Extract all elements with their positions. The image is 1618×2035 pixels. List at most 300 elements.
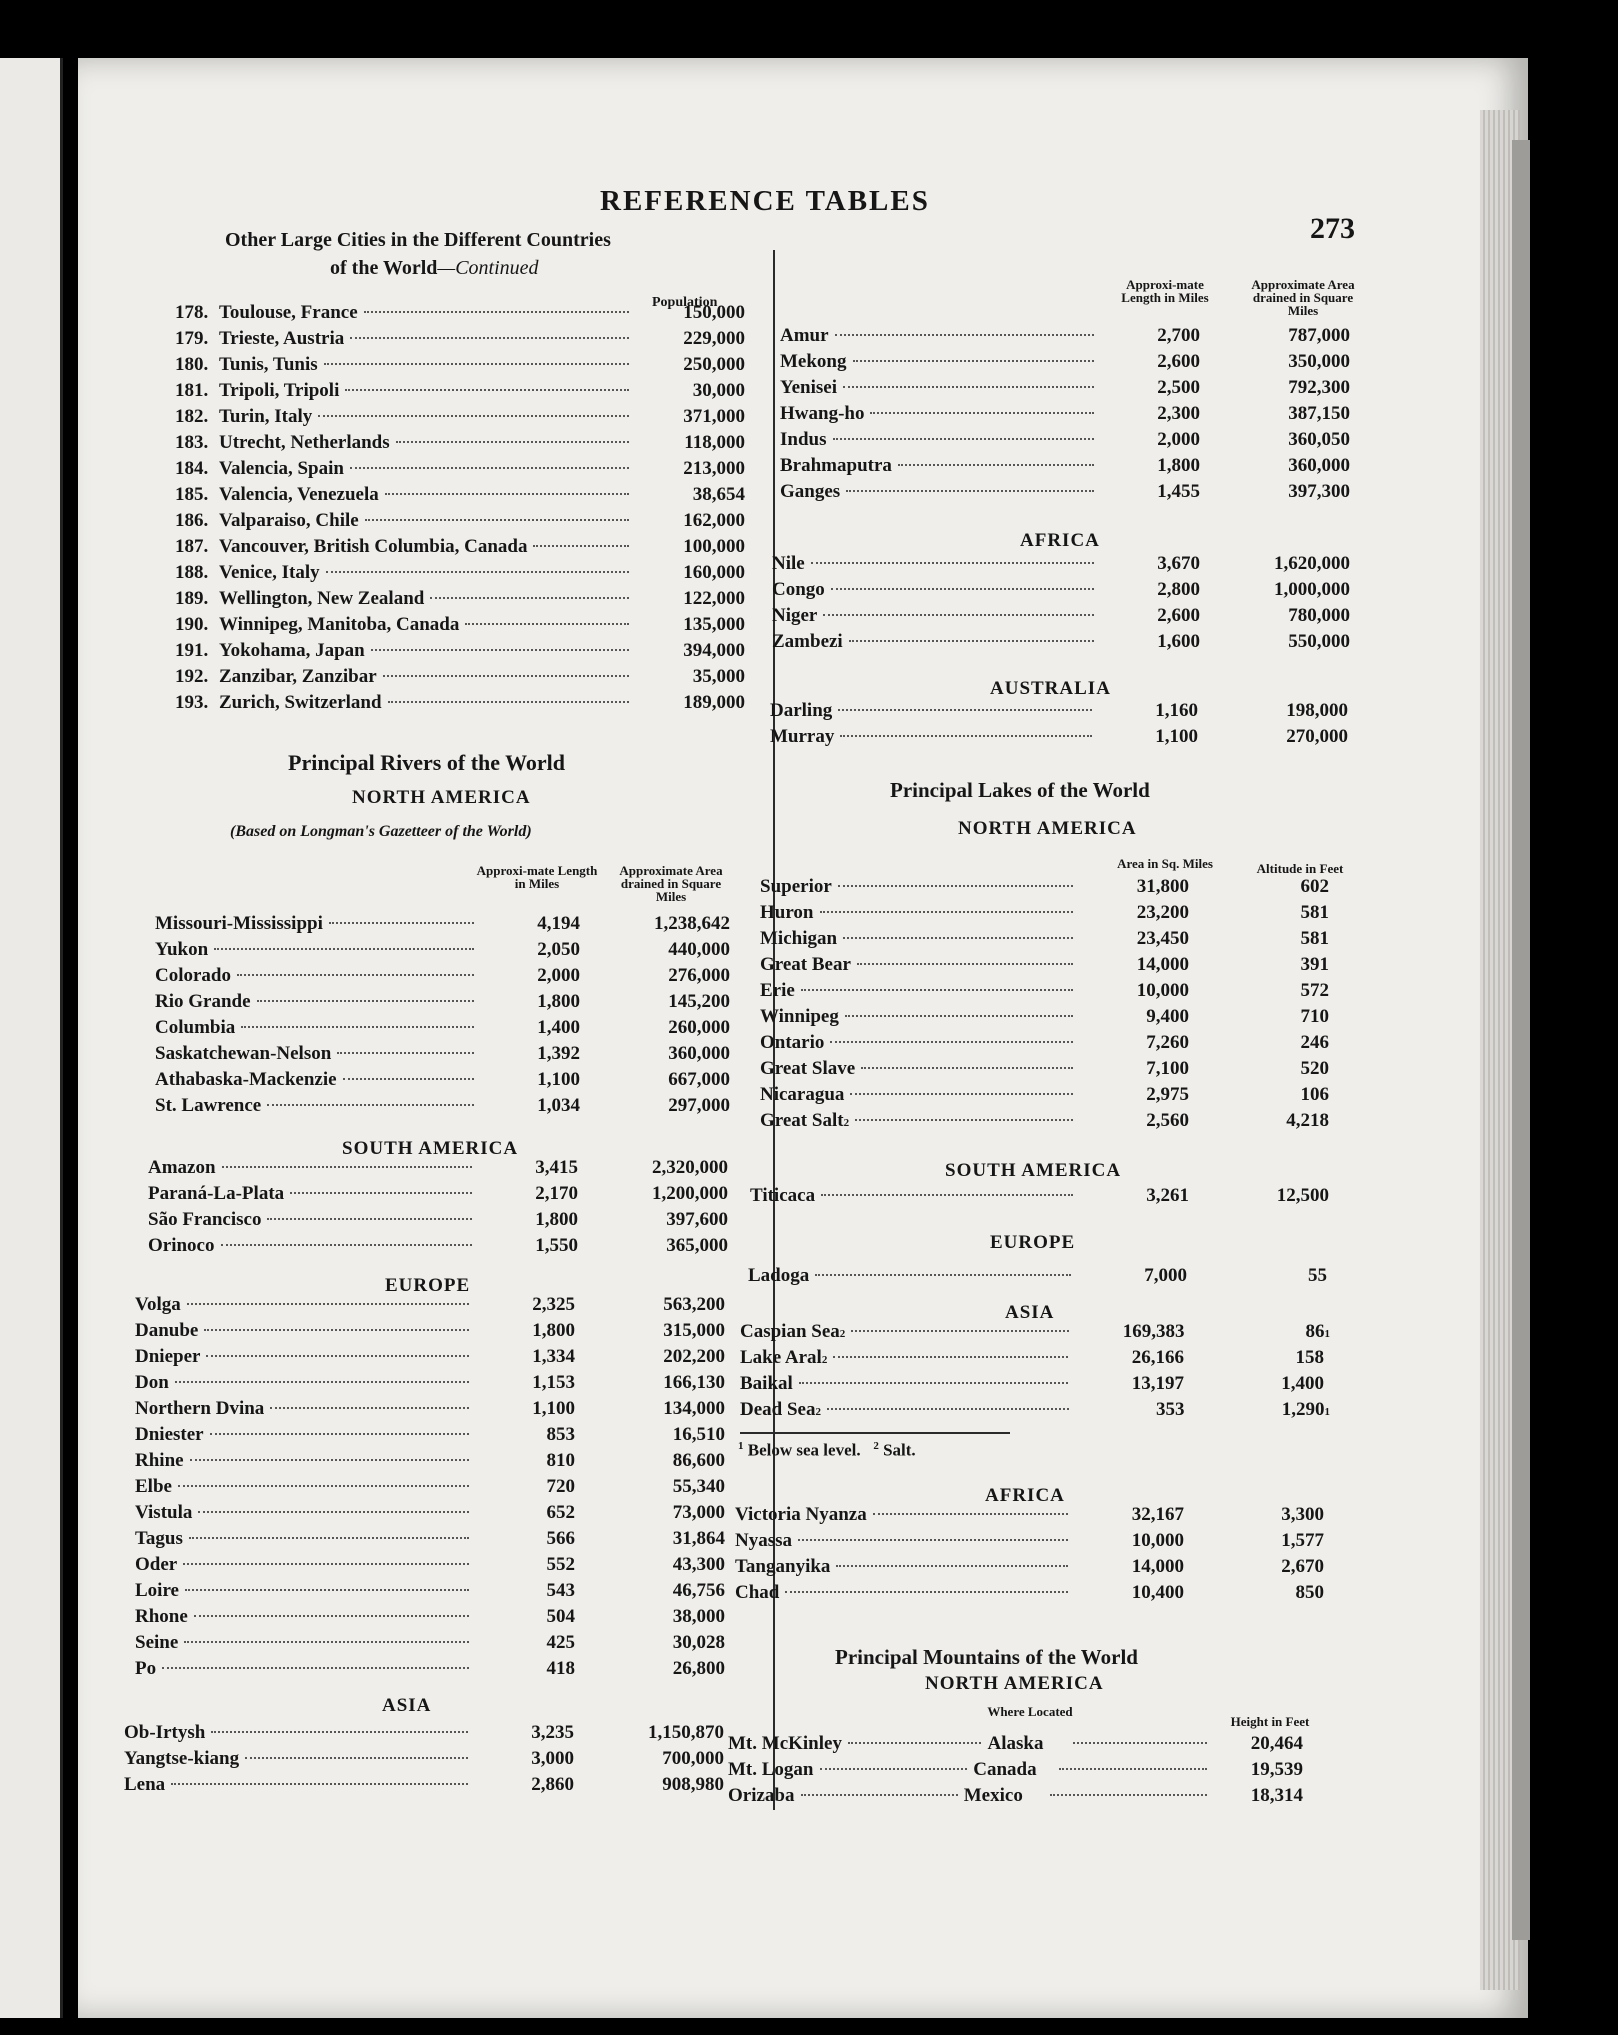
- river-row: [772, 553, 1350, 579]
- lake-row-altitude: 2,670: [1281, 1556, 1324, 1577]
- lake-row: [735, 1582, 1330, 1608]
- river-row-area: 397,300: [1288, 481, 1350, 502]
- leader-dots: [371, 649, 629, 651]
- river-row: [780, 429, 1350, 455]
- river-row-area: 350,000: [1288, 351, 1350, 372]
- river-row-length: 566: [546, 1528, 575, 1549]
- leader-dots: [820, 911, 1073, 913]
- river-row: [155, 1043, 730, 1069]
- city-row-population: 118,000: [684, 432, 745, 453]
- leader-dots: [364, 311, 629, 313]
- river-row: [770, 700, 1348, 726]
- city-row-population: 150,000: [683, 302, 745, 323]
- leader-dots: [836, 1565, 1068, 1567]
- lake-row-name-note: 2: [821, 1354, 828, 1366]
- footnote-1-text: Below sea level.: [747, 1440, 861, 1460]
- leader-dots: [350, 337, 629, 339]
- leader-dots: [821, 1194, 1073, 1196]
- city-row-number: 183.: [175, 432, 209, 453]
- leader-dots: [214, 948, 474, 950]
- lake-row-area: 169,383: [1122, 1321, 1185, 1342]
- lakes-europe-table: [748, 1265, 1333, 1291]
- mountain-row-name: Orizaba: [728, 1785, 795, 1806]
- leader-dots: [846, 490, 1094, 492]
- leader-dots: [383, 675, 629, 677]
- river-row-name: Missouri-Mississippi: [155, 913, 323, 934]
- lake-row: [760, 928, 1335, 954]
- city-row: [175, 406, 745, 432]
- city-row-number: 180.: [175, 354, 209, 375]
- river-row: [148, 1183, 728, 1209]
- mountain-row-where: Mexico: [963, 1785, 1023, 1806]
- rivers-length-col-header: Approxi-mate Length in Miles: [476, 863, 598, 891]
- leader-dots: [820, 1768, 968, 1770]
- mountains-north-america-heading: NORTH AMERICA: [925, 1673, 1104, 1694]
- river-row-name: Rio Grande: [155, 991, 251, 1012]
- river-row-name: Colorado: [155, 965, 231, 986]
- river-row-area: 387,150: [1288, 403, 1350, 424]
- river-row-area: 202,200: [663, 1346, 725, 1367]
- river-row: [772, 605, 1350, 631]
- lake-row-name: Great Bear: [760, 954, 851, 975]
- city-row-population: 100,000: [683, 536, 745, 557]
- leader-dots: [221, 1244, 473, 1246]
- river-row-area: 30,028: [672, 1632, 725, 1653]
- leader-dots: [873, 1513, 1068, 1515]
- page-number: 273: [1310, 212, 1355, 245]
- river-row-name: Ganges: [780, 481, 841, 502]
- lake-row-area: 7,100: [1146, 1058, 1189, 1079]
- city-row: [175, 380, 745, 406]
- city-row-number: 188.: [175, 562, 209, 583]
- city-row-name: Vancouver, British Columbia, Canada: [219, 536, 528, 557]
- leader-dots: [835, 334, 1094, 336]
- lake-row-altitude: 520: [1300, 1058, 1329, 1079]
- river-row: [135, 1658, 725, 1684]
- river-row-area: 31,864: [672, 1528, 725, 1549]
- rivers-asia-table-right: [780, 325, 1350, 507]
- lake-row-name: Nicaragua: [760, 1084, 845, 1105]
- city-row-name: Yokohama, Japan: [219, 640, 365, 661]
- leader-dots: [857, 963, 1073, 965]
- leader-dots: [267, 1218, 472, 1220]
- river-row-name: Darling: [770, 700, 833, 721]
- city-row-number: 191.: [175, 640, 209, 661]
- leader-dots: [194, 1615, 469, 1617]
- river-row-length: 2,300: [1157, 403, 1200, 424]
- river-row-name: Saskatchewan-Nelson: [155, 1043, 332, 1064]
- leader-dots: [430, 597, 629, 599]
- river-row-length: 552: [546, 1554, 575, 1575]
- river-row-length: 1,392: [537, 1043, 580, 1064]
- city-row-population: 229,000: [683, 328, 745, 349]
- river-row-area: 1,150,870: [648, 1722, 724, 1743]
- city-row-name: Valencia, Venezuela: [219, 484, 379, 505]
- lake-row-altitude: 1,290: [1281, 1399, 1325, 1420]
- city-row: [175, 692, 745, 718]
- city-row: [175, 640, 745, 666]
- river-row-length: 1,100: [532, 1398, 575, 1419]
- leader-dots: [210, 1433, 469, 1435]
- running-header: REFERENCE TABLES: [600, 185, 930, 217]
- leader-dots: [843, 937, 1073, 939]
- lake-row-area: 10,400: [1131, 1582, 1184, 1603]
- river-row-length: 418: [546, 1658, 575, 1679]
- lake-row-altitude: 55: [1308, 1265, 1327, 1286]
- lake-row: [740, 1321, 1330, 1347]
- river-row-area: 360,000: [668, 1043, 730, 1064]
- city-row-number: 190.: [175, 614, 209, 635]
- lake-row-name-note: 2: [839, 1328, 846, 1340]
- city-row-name: Tunis, Tunis: [219, 354, 318, 375]
- river-row: [135, 1528, 725, 1554]
- rivers-area-col-header: Approximate Area drained in Square Miles: [619, 863, 723, 904]
- river-row: [780, 455, 1350, 481]
- leader-dots: [850, 1093, 1073, 1095]
- river-row-length: 1,800: [535, 1209, 578, 1230]
- leader-dots: [162, 1667, 469, 1669]
- river-row-area: 198,000: [1286, 700, 1348, 721]
- river-row-name: São Francisco: [148, 1209, 262, 1230]
- city-row: [175, 614, 745, 640]
- river-row-name: Yangtse-kiang: [124, 1748, 240, 1769]
- river-row-length: 853: [546, 1424, 575, 1445]
- city-row-name: Winnipeg, Manitoba, Canada: [219, 614, 460, 635]
- cities-title-line1: Other Large Cities in the Different Countries: [225, 229, 611, 251]
- river-row-length: 425: [546, 1632, 575, 1653]
- river-row: [772, 579, 1350, 605]
- river-row-area: 276,000: [668, 965, 730, 986]
- rivers-africa-table: [772, 553, 1350, 657]
- lake-row-area: 9,400: [1146, 1006, 1189, 1027]
- river-row-name: Northern Dvina: [135, 1398, 265, 1419]
- leader-dots: [365, 519, 629, 521]
- lakes-north-america-table: [760, 876, 1335, 1136]
- city-row-population: 122,000: [683, 588, 745, 609]
- city-row: [175, 484, 745, 510]
- leader-dots: [811, 562, 1094, 564]
- lake-row-altitude: 391: [1300, 954, 1329, 975]
- city-row-number: 178.: [175, 302, 209, 323]
- leader-dots: [848, 1742, 982, 1744]
- lakes-title: Principal Lakes of the World: [890, 778, 1150, 802]
- river-row-name: Nile: [772, 553, 805, 574]
- lake-row-altitude: 4,218: [1286, 1110, 1329, 1131]
- city-row-number: 182.: [175, 406, 209, 427]
- river-row: [135, 1580, 725, 1606]
- river-row: [135, 1476, 725, 1502]
- river-row-area: 700,000: [662, 1748, 724, 1769]
- rivers-asia-heading: ASIA: [382, 1695, 432, 1716]
- leader-dots: [345, 389, 629, 391]
- city-row: [175, 588, 745, 614]
- river-row-length: 2,860: [531, 1774, 574, 1795]
- river-row-area: 792,300: [1288, 377, 1350, 398]
- river-row-area: 908,980: [662, 1774, 724, 1795]
- footnote-2-mark: 2: [873, 1440, 879, 1452]
- lake-row-altitude: 850: [1295, 1582, 1324, 1603]
- river-row-length: 2,700: [1157, 325, 1200, 346]
- city-row-number: 193.: [175, 692, 209, 713]
- lake-row-name: Erie: [760, 980, 795, 1001]
- lake-row-altitude: 572: [1300, 980, 1329, 1001]
- cities-title-continued: —Continued: [437, 257, 539, 279]
- lake-row-area: 7,260: [1146, 1032, 1189, 1053]
- lake-row: [750, 1185, 1335, 1211]
- river-row: [770, 726, 1348, 752]
- river-row-name: Tagus: [135, 1528, 183, 1549]
- river-row-name: Orinoco: [148, 1235, 215, 1256]
- leader-dots: [1073, 1742, 1207, 1744]
- river-row-name: Volga: [135, 1294, 181, 1315]
- river-row-name: Murray: [770, 726, 835, 747]
- lake-row: [740, 1347, 1330, 1373]
- lake-row-altitude: 602: [1300, 876, 1329, 897]
- lake-row: [740, 1373, 1330, 1399]
- river-row-length: 2,050: [537, 939, 580, 960]
- river-row-length: 543: [546, 1580, 575, 1601]
- river-row: [135, 1346, 725, 1372]
- river-row-length: 720: [546, 1476, 575, 1497]
- city-row-name: Wellington, New Zealand: [219, 588, 425, 609]
- river-row-length: 1,800: [532, 1320, 575, 1341]
- lake-row-area: 14,000: [1131, 1556, 1184, 1577]
- city-row: [175, 666, 745, 692]
- rivers-title: Principal Rivers of the World: [288, 750, 566, 775]
- city-row-population: 250,000: [683, 354, 745, 375]
- rivers-europe-table: [135, 1294, 725, 1684]
- leader-dots: [257, 1000, 474, 1002]
- page-stack-shadow: [1512, 140, 1530, 1940]
- city-row-number: 184.: [175, 458, 209, 479]
- city-row-population: 160,000: [683, 562, 745, 583]
- river-row-name: Seine: [135, 1632, 179, 1653]
- river-row-name: Amazon: [148, 1157, 216, 1178]
- river-row-area: 1,200,000: [652, 1183, 728, 1204]
- lake-row-altitude: 581: [1300, 928, 1329, 949]
- lakes-asia-heading: ASIA: [1005, 1302, 1055, 1323]
- city-row-name: Zanzibar, Zanzibar: [219, 666, 377, 687]
- rivers-north-america-heading: NORTH AMERICA: [352, 787, 531, 808]
- lakes-area-col-header: Area in Sq. Miles: [1117, 856, 1213, 871]
- rivers-north-america-table: [155, 913, 730, 1121]
- river-row-length: 2,000: [537, 965, 580, 986]
- river-row: [135, 1372, 725, 1398]
- river-row-area: 134,000: [663, 1398, 725, 1419]
- river-row-length: 1,034: [537, 1095, 580, 1116]
- cities-title-line2: [330, 257, 539, 280]
- leader-dots: [845, 1015, 1073, 1017]
- lake-row-area: 14,000: [1136, 954, 1189, 975]
- leader-dots: [855, 1119, 1073, 1121]
- leader-dots: [823, 614, 1094, 616]
- leader-dots: [870, 412, 1094, 414]
- mountains-where-col-header: Where Located: [987, 1704, 1073, 1719]
- river-row-area: 563,200: [663, 1294, 725, 1315]
- lake-row-name: Winnipeg: [760, 1006, 839, 1027]
- lake-row-name: Ladoga: [748, 1265, 810, 1286]
- river-row-area: 2,320,000: [652, 1157, 728, 1178]
- lakes-asia-table: [740, 1321, 1330, 1425]
- river-row: [135, 1632, 725, 1658]
- river-row-area: 667,000: [668, 1069, 730, 1090]
- city-row-population: 30,000: [692, 380, 745, 401]
- river-row-name: Rhone: [135, 1606, 188, 1627]
- river-row-name: Indus: [780, 429, 827, 450]
- leader-dots: [245, 1757, 468, 1759]
- river-row-length: 1,550: [535, 1235, 578, 1256]
- river-row: [135, 1502, 725, 1528]
- population-col-header: Population: [652, 295, 718, 310]
- river-row: [780, 481, 1350, 507]
- river-row-length: 1,800: [1157, 455, 1200, 476]
- river-row-name: Brahmaputra: [780, 455, 892, 476]
- lake-row-name: Chad: [735, 1582, 780, 1603]
- cities-table: [175, 302, 745, 718]
- previous-page-edge: [0, 58, 63, 2018]
- river-row-length: 3,415: [535, 1157, 578, 1178]
- river-row-name: Hwang-ho: [780, 403, 865, 424]
- city-row-name: Utrecht, Netherlands: [219, 432, 390, 453]
- lake-row-area: 23,450: [1136, 928, 1189, 949]
- river-row: [155, 913, 730, 939]
- city-row: [175, 328, 745, 354]
- leader-dots: [178, 1485, 469, 1487]
- river-row-length: 1,334: [532, 1346, 575, 1367]
- rivers-australia-table: [770, 700, 1348, 752]
- lake-row-altitude: 3,300: [1281, 1504, 1324, 1525]
- city-row-name: Turin, Italy: [219, 406, 313, 427]
- city-row-name: Zurich, Switzerland: [219, 692, 382, 713]
- river-row-name: Elbe: [135, 1476, 172, 1497]
- river-row-area: 145,200: [668, 991, 730, 1012]
- leader-dots: [270, 1407, 469, 1409]
- lake-row-altitude-note: 1: [1324, 1406, 1330, 1418]
- leader-dots: [237, 974, 474, 976]
- leader-dots: [1050, 1794, 1207, 1796]
- lake-row: [760, 1058, 1335, 1084]
- river-row: [135, 1554, 725, 1580]
- leader-dots: [861, 1067, 1073, 1069]
- lake-row-name: Caspian Sea: [740, 1321, 840, 1342]
- river-row-area: 365,000: [666, 1235, 728, 1256]
- leader-dots: [183, 1563, 469, 1565]
- city-row-name: Tripoli, Tripoli: [219, 380, 340, 401]
- lake-row-altitude: 12,500: [1276, 1185, 1329, 1206]
- river-row-area: 315,000: [663, 1320, 725, 1341]
- lakes-africa-table: [735, 1504, 1330, 1608]
- river-row-area: 1,620,000: [1274, 553, 1350, 574]
- lake-row-name: Huron: [760, 902, 814, 923]
- river-row: [780, 325, 1350, 351]
- leader-dots: [898, 464, 1094, 466]
- river-row-length: 2,800: [1157, 579, 1200, 600]
- lake-row-name: Titicaca: [750, 1185, 816, 1206]
- lake-row-altitude: 1,400: [1281, 1373, 1324, 1394]
- leader-dots: [465, 623, 629, 625]
- city-row-name: Trieste, Austria: [219, 328, 345, 349]
- leader-dots: [799, 1382, 1068, 1384]
- lake-row-name: Superior: [760, 876, 832, 897]
- river-row-area: 550,000: [1288, 631, 1350, 652]
- river-row-name: Dnieper: [135, 1346, 201, 1367]
- leader-dots: [815, 1274, 1071, 1276]
- leader-dots: [843, 386, 1094, 388]
- river-row-area: 260,000: [668, 1017, 730, 1038]
- city-row: [175, 432, 745, 458]
- river-row: [135, 1424, 725, 1450]
- lake-row-altitude: 86: [1305, 1321, 1325, 1342]
- leader-dots: [350, 467, 629, 469]
- river-row-area: 1,000,000: [1274, 579, 1350, 600]
- city-row-name: Venice, Italy: [219, 562, 320, 583]
- lake-row: [760, 980, 1335, 1006]
- leader-dots: [785, 1591, 1068, 1593]
- river-row: [135, 1294, 725, 1320]
- river-row-length: 1,455: [1157, 481, 1200, 502]
- river-row-name: Yenisei: [780, 377, 837, 398]
- river-row-area: 360,050: [1288, 429, 1350, 450]
- lake-row-name: Tanganyika: [735, 1556, 831, 1577]
- leader-dots: [190, 1459, 469, 1461]
- river-row-name: Mekong: [780, 351, 847, 372]
- lakes-south-america-table: [750, 1185, 1335, 1211]
- river-row: [148, 1209, 728, 1235]
- leader-dots: [187, 1303, 469, 1305]
- river-row: [155, 1017, 730, 1043]
- leader-dots: [189, 1537, 469, 1539]
- leader-dots: [185, 1589, 469, 1591]
- river-row-area: 38,000: [672, 1606, 725, 1627]
- river-row-length: 1,600: [1157, 631, 1200, 652]
- lake-row-area: 7,000: [1144, 1265, 1187, 1286]
- river-row-name: Vistula: [135, 1502, 193, 1523]
- river-row-area: 270,000: [1286, 726, 1348, 747]
- river-row-area: 440,000: [668, 939, 730, 960]
- river-row-name: Ob-Irtysh: [124, 1722, 206, 1743]
- lake-row: [760, 954, 1335, 980]
- river-row: [135, 1320, 725, 1346]
- river-row: [124, 1748, 724, 1774]
- river-row: [135, 1606, 725, 1632]
- leader-dots: [324, 363, 629, 365]
- lake-row: [760, 1032, 1335, 1058]
- river-row-area: 73,000: [672, 1502, 725, 1523]
- lake-row-name-note: 2: [815, 1406, 821, 1418]
- footnote-1-mark: 1: [738, 1440, 744, 1452]
- river-row-area: 360,000: [1288, 455, 1350, 476]
- lake-row-area: 31,800: [1136, 876, 1189, 897]
- lake-row-name: Baikal: [740, 1373, 793, 1394]
- lake-row: [735, 1530, 1330, 1556]
- river-row: [780, 377, 1350, 403]
- city-row-population: 38,654: [692, 484, 745, 505]
- city-row-population: 189,000: [683, 692, 745, 713]
- river-row-length: 1,100: [537, 1069, 580, 1090]
- leader-dots: [171, 1783, 468, 1785]
- city-row-population: 135,000: [683, 614, 745, 635]
- river-row: [772, 631, 1350, 657]
- lake-row: [735, 1504, 1330, 1530]
- footnote-2-text: Salt.: [883, 1440, 916, 1460]
- leader-dots: [241, 1026, 474, 1028]
- lake-row-area: 353: [1156, 1399, 1185, 1420]
- city-row-population: 213,000: [683, 458, 745, 479]
- leader-dots: [830, 1041, 1073, 1043]
- mountain-row-height: 20,464: [1250, 1733, 1303, 1754]
- rivers-australia-heading: AUSTRALIA: [990, 678, 1111, 699]
- leader-dots: [833, 1356, 1068, 1358]
